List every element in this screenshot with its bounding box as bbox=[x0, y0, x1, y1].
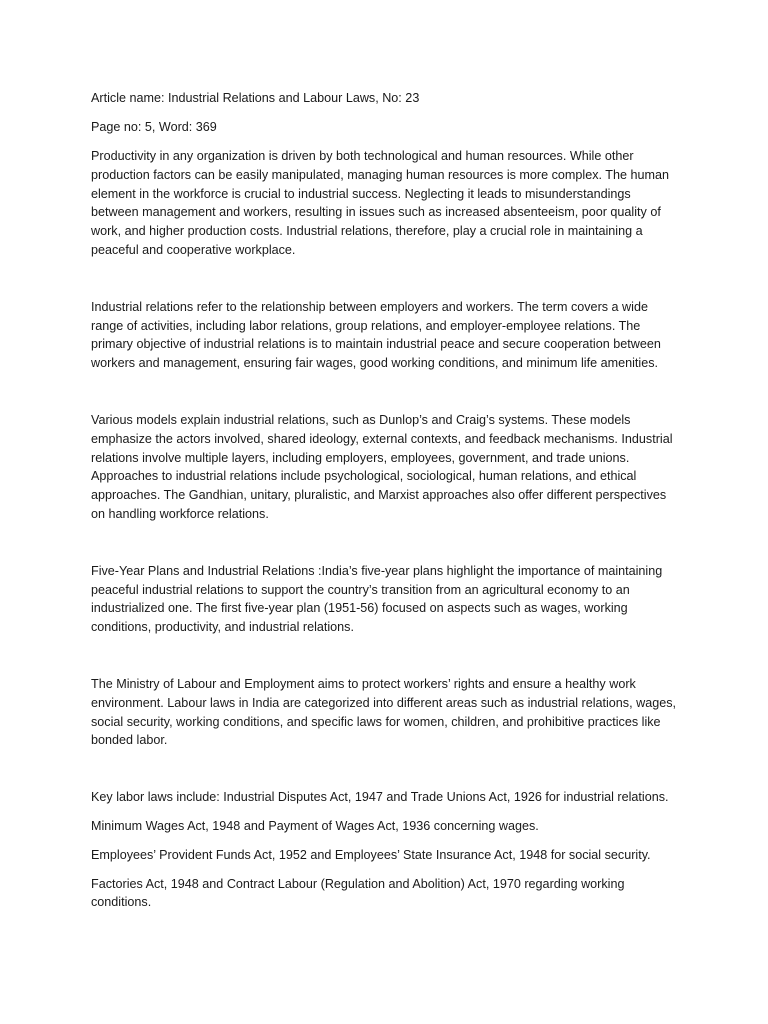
law-item-social-security: Employees’ Provident Funds Act, 1952 and Employees’ State Insurance Act, 1948 for social security. bbox=[91, 847, 651, 862]
paragraph-definition: Industrial relations refer to the relationship between employers and workers. The term covers a wide range of activities, including labor relations, group relations, and employer-employee relations. The primary objective of industrial relations is to maintain industrial peace and secure cooperation between workers and management, ensuring fair wages, good working conditions, and minimum life amenities. bbox=[91, 299, 661, 371]
paragraph-five-year-plans: Five-Year Plans and Industrial Relations :India’s five-year plans highlight the importance of maintaining peaceful industrial relations to support the country’s transition from an agricultural economy to an industrialized one. The first five-year plan (1951-56) focused on aspects such as wages, working conditions, productivity, and industrial relations. bbox=[91, 563, 663, 635]
law-item-wages: Minimum Wages Act, 1948 and Payment of Wages Act, 1936 concerning wages. bbox=[91, 818, 539, 833]
paragraph-productivity: Productivity in any organization is driven by both technological and human resources. While other production factors can be easily manipulated, managing human resources is more complex. The human element in the workforce is crucial to industrial success. Neglecting it leads to misunderstandings between management and workers, resulting in issues such as increased absenteeism, poor quality of work, and higher production costs. Industrial relations, therefore, play a crucial role in maintaining a peaceful and cooperative workplace. bbox=[91, 149, 669, 257]
document-page bbox=[91, 89, 681, 912]
law-item-working-conditions: Factories Act, 1948 and Contract Labour (Regulation and Abolition) Act, 1970 regarding working conditions. bbox=[91, 876, 625, 910]
paragraph-models: Various models explain industrial relations, such as Dunlop’s and Craig’s systems. These models emphasize the actors involved, shared ideology, external contexts, and feedback mechanisms. Industrial relations involve multiple layers, including employers, employees, government, and trade unions. Approaches to industrial relations include psychological, sociological, human relations, and ethical approaches. The Gandhian, unitary, pluralistic, and Marxist approaches also offer different perspectives on handling workforce relations. bbox=[91, 412, 673, 521]
law-item-industrial-relations: Key labor laws include: Industrial Disputes Act, 1947 and Trade Unions Act, 1926 for industrial relations. bbox=[91, 790, 669, 805]
page-word-line: Page no: 5, Word: 369 bbox=[91, 120, 217, 134]
paragraph-ministry: The Ministry of Labour and Employment aims to protect workers’ rights and ensure a healthy work environment. Labour laws in India are categorized into different areas such as industrial relations, wages, social security, working conditions, and specific laws for women, children, and prohibitive practices like bonded labor. bbox=[91, 676, 677, 748]
article-name-line: Article name: Industrial Relations and Labour Laws, No: 23 bbox=[91, 91, 420, 105]
